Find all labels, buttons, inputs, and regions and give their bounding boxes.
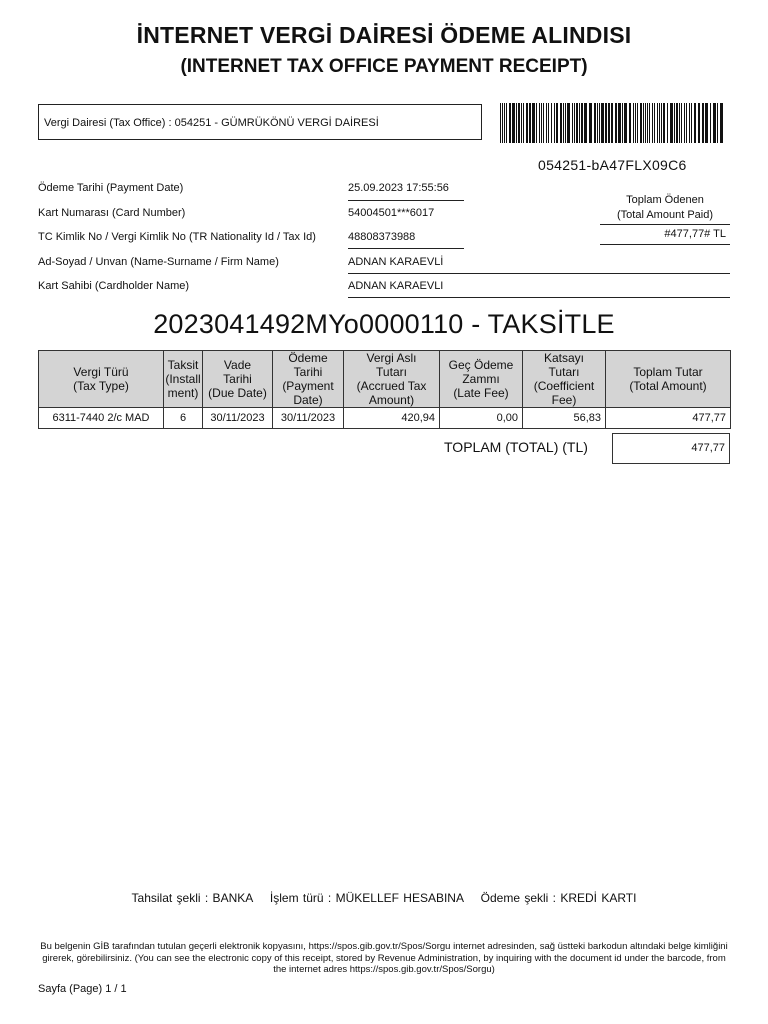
col-header-payment-date: Ödeme Tarihi (Payment Date) [273, 351, 344, 408]
cell-tax-type: 6311-7440 2/c MAD [39, 408, 164, 429]
barcode-image [500, 103, 726, 143]
col-header-coefficient-fee: Katsayı Tutarı (Coefficient Fee) [523, 351, 606, 408]
barcode-bar-42 [622, 103, 623, 143]
col-header-due-date: Vade Tarihi (Due Date) [203, 351, 273, 408]
payment-reference: 2023041492MYo0000110 - TAKSİTLE [153, 309, 615, 339]
card-number-value: 54004501***6017 [348, 207, 435, 219]
cardholder-value: ADNAN KARAEVLI [348, 280, 444, 292]
barcode-bar-68 [691, 103, 692, 143]
total-paid-header [600, 193, 730, 223]
barcode-bar-1 [502, 103, 503, 143]
barcode-bar-63 [679, 103, 680, 143]
barcode-bar-71 [702, 103, 704, 143]
barcode-bar-76 [720, 103, 723, 143]
total-paid-label-en: (Total Amount Paid) [617, 209, 713, 221]
barcode-bar-74 [713, 103, 716, 143]
barcode-bar-29 [579, 103, 580, 143]
barcode-bar-34 [597, 103, 598, 143]
barcode-bar-7 [518, 103, 520, 143]
barcode-bar-67 [689, 103, 690, 143]
barcode-bar-53 [652, 103, 653, 143]
barcode-bar-23 [563, 103, 564, 143]
barcode-bar-11 [529, 103, 531, 143]
barcode-bar-27 [574, 103, 575, 143]
barcode-bar-36 [601, 103, 604, 143]
barcode-bar-51 [647, 103, 648, 143]
barcode-bar-26 [572, 103, 573, 143]
document-id: 054251-bA47FLX09C6 [538, 157, 687, 173]
barcode-bar-73 [710, 103, 711, 143]
barcode-bar-32 [589, 103, 592, 143]
barcode-bar-14 [539, 103, 540, 143]
barcode-bar-38 [608, 103, 610, 143]
barcode-bar-43 [624, 103, 627, 143]
card-number-label: Kart Numarası (Card Number) [38, 207, 186, 219]
barcode-bar-75 [717, 103, 718, 143]
barcode-bar-0 [500, 103, 501, 143]
barcode-bar-31 [584, 103, 587, 143]
barcode-bar-45 [633, 103, 634, 143]
barcode-bar-3 [506, 103, 507, 143]
barcode-bar-2 [504, 103, 505, 143]
barcode-bar-33 [594, 103, 596, 143]
grand-total-value: 477,77 [612, 433, 730, 464]
barcode-bar-52 [649, 103, 650, 143]
barcode-bar-28 [576, 103, 578, 143]
barcode-bar-5 [512, 103, 515, 143]
payment-method-info: Tahsilat şekli : BANKA İşlem türü : MÜKELLEF HESABINA Ödeme şekli : KREDİ KARTI [131, 891, 637, 905]
payment-table [38, 350, 731, 429]
verification-note: Bu belgenin GİB tarafından tutulan geçerli elektronik kopyasını, https://spos.gib.gov.tr/Spos/Sorgu internet adresinden, sağ üstteki barkodun altındaki belge kimliğini girerek, görebilirsiniz. (You can see the electronic copy of this receipt, stored by Revenue Administration, by inquiring with the document id under the barcode, from the internet adres https://spos.gib.gov.tr/Spos/Sorgu) [40, 941, 728, 975]
barcode-bar-9 [523, 103, 524, 143]
payment-date-label: Ödeme Tarihi (Payment Date) [38, 182, 184, 194]
name-value: ADNAN KARAEVLİ [348, 256, 444, 268]
page-number: Sayfa (Page) 1 / 1 [38, 983, 127, 995]
barcode-bar-20 [554, 103, 555, 143]
barcode-bar-65 [684, 103, 685, 143]
name-label: Ad-Soyad / Unvan (Name-Surname / Firm Name) [38, 256, 279, 268]
barcode-bar-62 [676, 103, 678, 143]
tax-id-underline [348, 248, 464, 249]
barcode-bar-22 [560, 103, 562, 143]
cell-due-date: 30/11/2023 [203, 408, 273, 429]
cardholder-underline [348, 297, 730, 298]
cell-accrued-tax: 420,94 [344, 408, 440, 429]
barcode-bar-24 [565, 103, 566, 143]
barcode-bar-47 [637, 103, 638, 143]
barcode-bar-57 [661, 103, 662, 143]
barcode-bar-40 [615, 103, 617, 143]
total-paid-bottom-line [600, 244, 730, 245]
barcode-bar-46 [635, 103, 636, 143]
col-header-accrued-tax: Vergi Aslı Tutarı (Accrued Tax Amount) [344, 351, 440, 408]
grand-total-label: TOPLAM (TOTAL) (TL) [444, 439, 588, 455]
barcode-bar-12 [532, 103, 535, 143]
barcode-bar-4 [509, 103, 511, 143]
col-header-tax-type: Vergi Türü (Tax Type) [39, 351, 164, 408]
total-paid-top-line [600, 224, 730, 225]
tax-id-value: 48808373988 [348, 231, 416, 243]
barcode-bar-16 [543, 103, 544, 143]
barcode-bar-69 [694, 103, 696, 143]
receipt-title-en: (INTERNET TAX OFFICE PAYMENT RECEIPT) [180, 56, 588, 77]
barcode-bar-13 [536, 103, 537, 143]
barcode-bar-17 [546, 103, 547, 143]
barcode-bar-41 [618, 103, 621, 143]
payment-date-value: 25.09.2023 17:55:56 [348, 182, 449, 194]
table-header-row [39, 351, 731, 408]
barcode-bar-58 [663, 103, 665, 143]
barcode-bar-56 [659, 103, 660, 143]
barcode-bar-48 [640, 103, 642, 143]
name-underline [348, 273, 730, 274]
barcode-bar-70 [698, 103, 700, 143]
barcode-bar-50 [645, 103, 646, 143]
barcode-bar-54 [654, 103, 655, 143]
cell-late-fee: 0,00 [440, 408, 523, 429]
barcode-bar-25 [567, 103, 570, 143]
total-paid-label-tr: Toplam Ödenen [626, 194, 704, 206]
barcode-bar-59 [667, 103, 668, 143]
barcode-bar-39 [611, 103, 613, 143]
barcode-bar-15 [541, 103, 542, 143]
tax-id-label: TC Kimlik No / Vergi Kimlik No (TR Nationality Id / Tax Id) [38, 231, 316, 243]
barcode-bar-37 [605, 103, 607, 143]
barcode-bar-60 [670, 103, 673, 143]
table-row [39, 408, 731, 429]
col-header-installment: Taksit (Install ment) [164, 351, 203, 408]
barcode-bar-6 [516, 103, 517, 143]
cell-total-amount: 477,77 [606, 408, 731, 429]
payment-date-underline [348, 200, 464, 201]
total-paid-value: #477,77# TL [664, 228, 726, 240]
tax-office-box: Vergi Dairesi (Tax Office) : 054251 - GÜMRÜKÖNÜ VERGİ DAİRESİ [38, 104, 482, 140]
barcode-bar-64 [681, 103, 682, 143]
col-header-total-amount: Toplam Tutar (Total Amount) [606, 351, 731, 408]
barcode-bar-19 [551, 103, 552, 143]
barcode-bar-72 [705, 103, 708, 143]
cell-installment: 6 [164, 408, 203, 429]
barcode-bar-18 [548, 103, 549, 143]
barcode-bar-30 [581, 103, 583, 143]
cardholder-label: Kart Sahibi (Cardholder Name) [38, 280, 190, 292]
receipt-title-tr: İNTERNET VERGİ DAİRESİ ÖDEME ALINDISI [136, 22, 632, 48]
barcode-bar-66 [686, 103, 687, 143]
col-header-late-fee: Geç Ödeme Zammı (Late Fee) [440, 351, 523, 408]
barcode-bar-61 [674, 103, 675, 143]
barcode-bar-21 [556, 103, 558, 143]
barcode-bar-44 [629, 103, 631, 143]
barcode-bar-10 [526, 103, 528, 143]
barcode-bar-49 [643, 103, 644, 143]
cell-payment-date: 30/11/2023 [273, 408, 344, 429]
cell-coefficient-fee: 56,83 [523, 408, 606, 429]
barcode-bar-8 [521, 103, 522, 143]
barcode-bar-55 [657, 103, 658, 143]
barcode-bar-35 [599, 103, 600, 143]
